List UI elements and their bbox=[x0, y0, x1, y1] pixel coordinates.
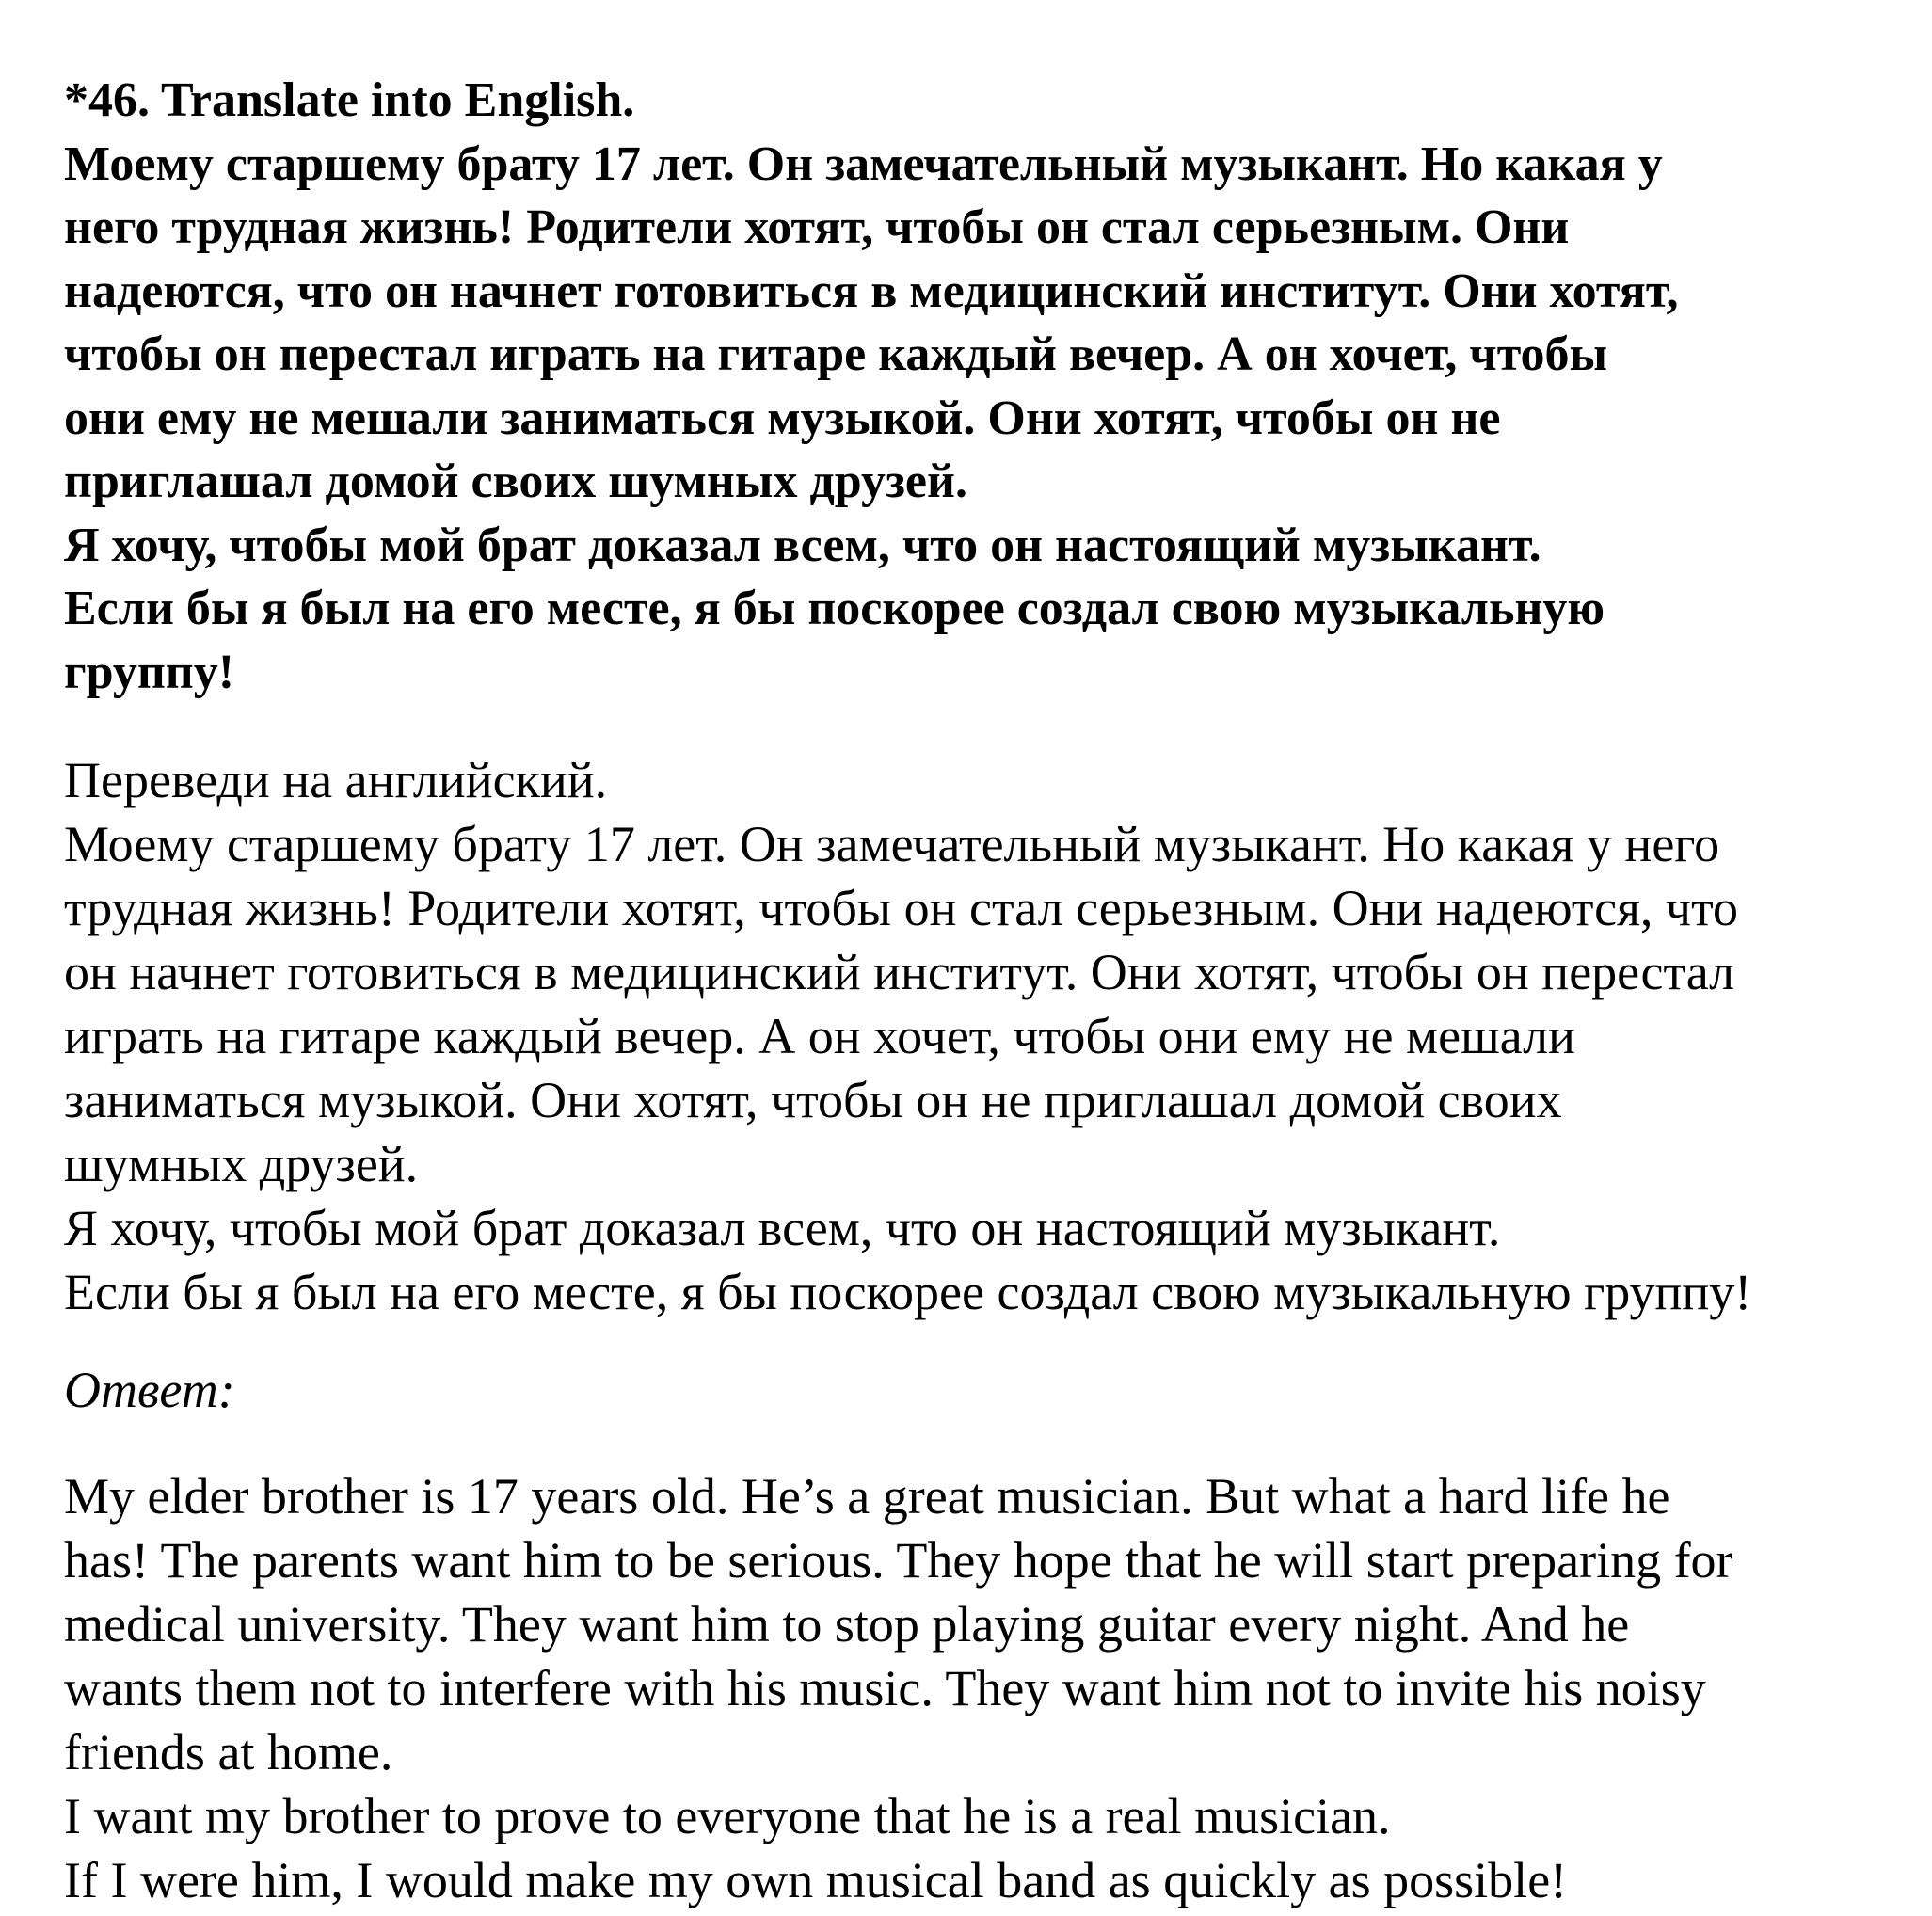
prompt-line: трудная жизнь! Родители хотят, чтобы он стал серьезным. Они надеются, что bbox=[64, 880, 1738, 936]
prompt-line: он начнет готовиться в медицинский институт. Они хотят, чтобы он перестал bbox=[64, 944, 1735, 1000]
exercise-section bbox=[64, 69, 1679, 704]
exercise-line: надеются, что он начнет готовиться в медицинский институт. Они хотят, bbox=[64, 263, 1679, 318]
exercise-line: Моему старшему брату 17 лет. Он замечательный музыкант. Но какая у bbox=[64, 136, 1663, 191]
answer-label-section bbox=[64, 1358, 235, 1422]
prompt-line: играть на гитаре каждый вечер. А он хочет, чтобы они ему не мешали bbox=[64, 1008, 1575, 1064]
answer-line: My elder brother is 17 years old. He’s a great musician. But what a hard life he bbox=[64, 1468, 1670, 1525]
exercise-line: чтобы он перестал играть на гитаре каждый вечер. А он хочет, чтобы bbox=[64, 327, 1608, 381]
answer-line: wants them not to interfere with his music. They want him not to invite his noisy bbox=[64, 1660, 1706, 1716]
prompt-line: Моему старшему брату 17 лет. Он замечательный музыкант. Но какая у него bbox=[64, 816, 1720, 872]
exercise-title: *46. Translate into English. bbox=[64, 73, 635, 127]
exercise-line: группу! bbox=[64, 645, 235, 699]
exercise-line: него трудная жизнь! Родители хотят, чтобы он стал серьезным. Они bbox=[64, 200, 1570, 254]
prompt-line: Я хочу, чтобы мой брат доказал всем, что он настоящий музыкант. bbox=[64, 1200, 1501, 1256]
prompt-line: Если бы я был на его месте, я бы поскорее создал свою музыкальную группу! bbox=[64, 1264, 1752, 1320]
exercise-line: они ему не мешали заниматься музыкой. Они хотят, чтобы он не bbox=[64, 391, 1501, 445]
answer-section bbox=[64, 1464, 1733, 1912]
answer-line: I want my brother to prove to everyone that he is a real musician. bbox=[64, 1788, 1391, 1844]
answer-line: friends at home. bbox=[64, 1724, 393, 1780]
prompt-line: шумных друзей. bbox=[64, 1136, 419, 1192]
answer-label: Ответ: bbox=[64, 1362, 235, 1418]
exercise-line: Если бы я был на его месте, я бы поскорее создал свою музыкальную bbox=[64, 582, 1605, 635]
translation-prompt-section bbox=[64, 748, 1751, 1324]
answer-line: has! The parents want him to be serious. They hope that he will start preparing for bbox=[64, 1532, 1733, 1589]
prompt-heading: Переведи на английский. bbox=[64, 752, 608, 808]
prompt-line: заниматься музыкой. Они хотят, чтобы он не приглашал домой своих bbox=[64, 1072, 1562, 1128]
exercise-line: Я хочу, чтобы мой брат доказал всем, что он настоящий музыкант. bbox=[64, 518, 1541, 572]
answer-line: If I were him, I would make my own musical band as quickly as possible! bbox=[64, 1852, 1568, 1908]
answer-line: medical university. They want him to stop playing guitar every night. And he bbox=[64, 1596, 1630, 1653]
exercise-line: приглашал домой своих шумных друзей. bbox=[64, 455, 967, 508]
